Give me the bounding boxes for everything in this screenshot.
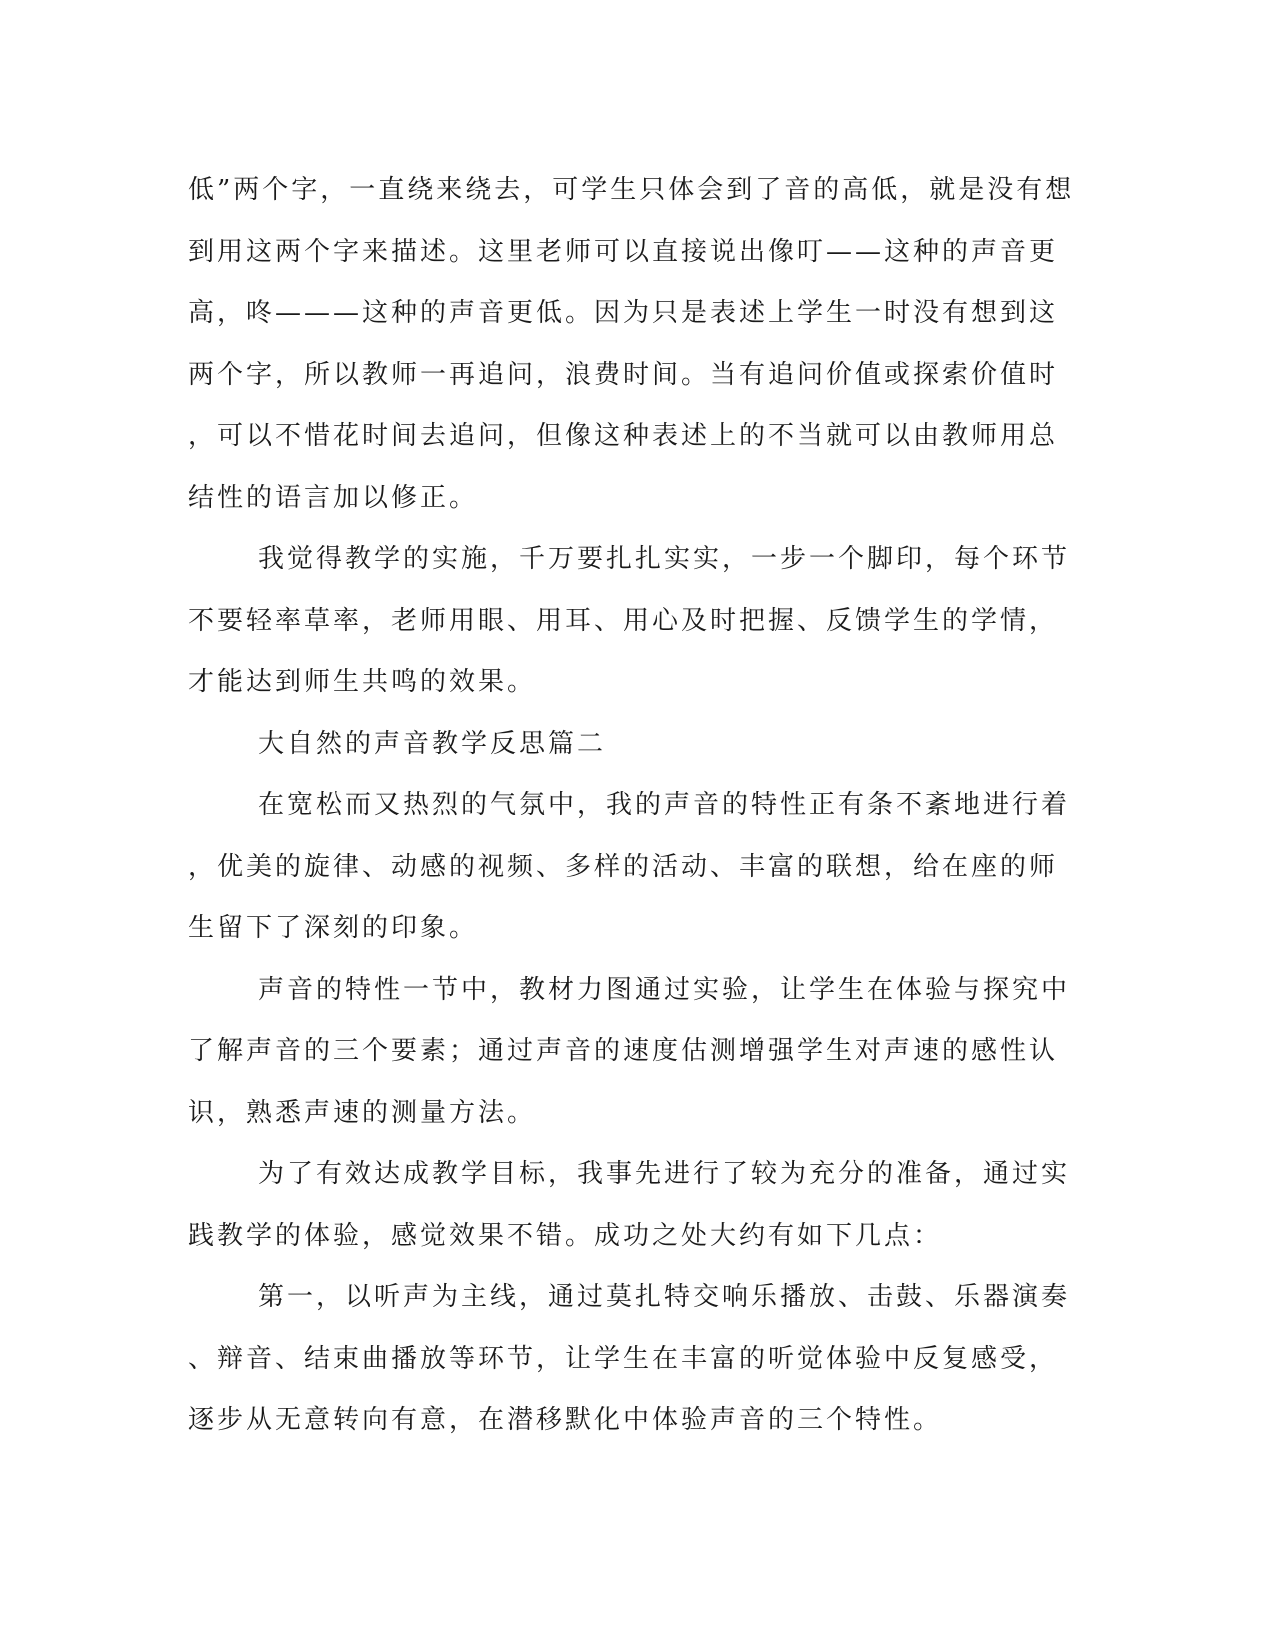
- paragraph-first-line: 声音的特性一节中，教材力图通过实验，让学生在体验与探究中: [258, 974, 1071, 1005]
- text-line: ，优美的旋律、动感的视频、多样的活动、丰富的联想，给在座的师: [188, 851, 1059, 882]
- text-line: 生留下了深刻的印象。: [188, 913, 479, 943]
- text-line: 才能达到师生共鸣的效果。: [188, 667, 537, 697]
- text-line: 高，咚———这种的声音更低。因为只是表述上学生一时没有想到这: [188, 298, 1059, 328]
- text-line: 低”两个字，一直绕来绕去，可学生只体会到了音的高低，就是没有想: [188, 175, 1075, 205]
- paragraph-first-line: 为了有效达成教学目标，我事先进行了较为充分的准备，通过实: [258, 1159, 1071, 1189]
- section-heading: 大自然的声音教学反思篇二: [258, 728, 607, 759]
- text-line: 践教学的体验，感觉效果不错。成功之处大约有如下几点：: [188, 1220, 943, 1251]
- paragraph-first-line: 第一，以听声为主线，通过莫扎特交响乐播放、击鼓、乐器演奏: [258, 1282, 1071, 1312]
- paragraph-first-line: 我觉得教学的实施，千万要扎扎实实，一步一个脚印，每个环节: [258, 544, 1071, 574]
- text-line: ，可以不惜花时间去追问，但像这种表述上的不当就可以由教师用总: [188, 421, 1059, 451]
- text-line: 结性的语言加以修正。: [188, 482, 479, 513]
- text-line: 逐步从无意转向有意，在潜移默化中体验声音的三个特性。: [188, 1405, 943, 1435]
- text-line: 两个字，所以教师一再追问，浪费时间。当有追问价值或探索价值时: [188, 359, 1059, 390]
- paragraph-first-line: 在宽松而又热烈的气氛中，我的声音的特性正有条不紊地进行着: [258, 790, 1071, 820]
- text-line: 识，熟悉声速的测量方法。: [188, 1097, 537, 1128]
- text-line: 到用这两个字来描述。这里老师可以直接说出像叮——这种的声音更: [188, 236, 1059, 267]
- text-line: 不要轻率草率，老师用眼、用耳、用心及时把握、反馈学生的学情，: [188, 605, 1059, 636]
- text-line: 、辩音、结束曲播放等环节，让学生在丰富的听觉体验中反复感受，: [188, 1343, 1059, 1374]
- text-line: 了解声音的三个要素；通过声音的速度估测增强学生对声速的感性认: [188, 1036, 1059, 1066]
- document-body: [188, 160, 1075, 1452]
